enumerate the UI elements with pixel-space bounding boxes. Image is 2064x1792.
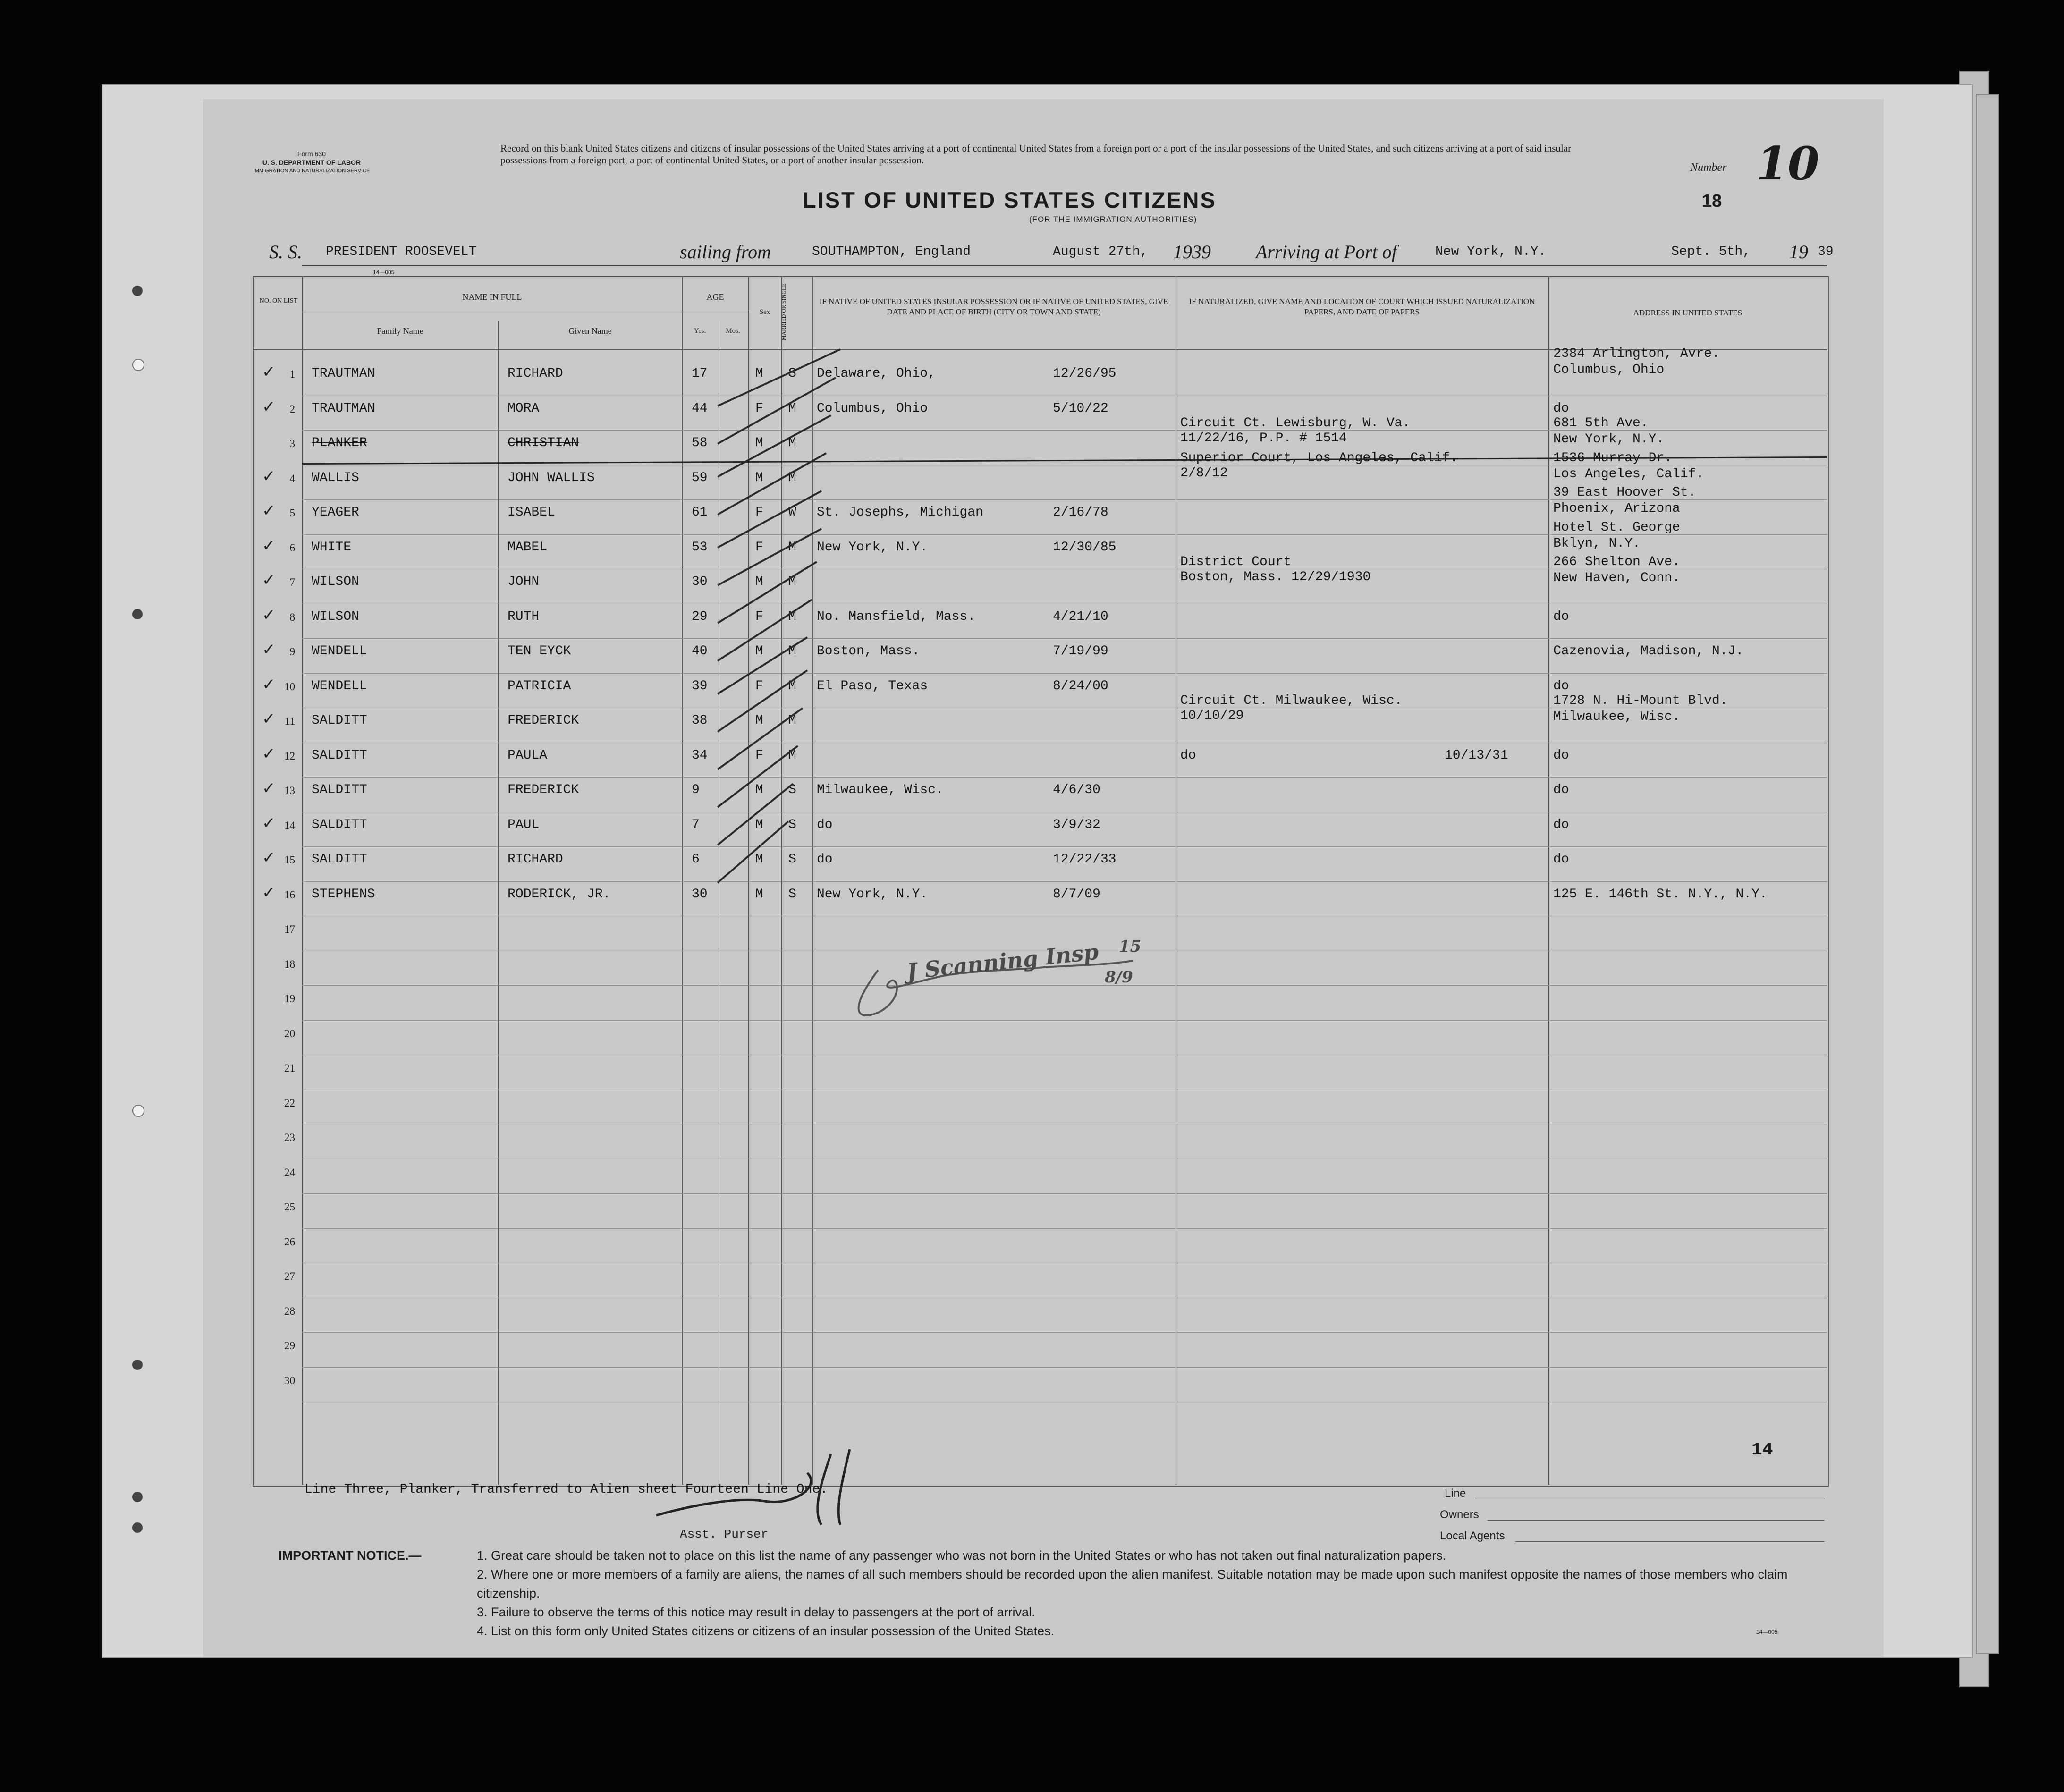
sex-cell: F	[755, 505, 763, 520]
arrival-year-prefix: 19	[1789, 241, 1808, 262]
given-name-cell: RICHARD	[508, 852, 563, 867]
age-cell: 34	[692, 748, 708, 763]
col-given-name: Given Name	[568, 326, 612, 336]
given-name-cell: RODERICK, JR.	[508, 887, 611, 902]
row-rule	[302, 1332, 1827, 1333]
binder-hole	[132, 1522, 143, 1533]
col-naturalized: IF NATURALIZED, GIVE NAME AND LOCATION OF COURT WHICH ISSUED NATURALIZATION PAPERS, AND DATE OF PAPERS	[1189, 297, 1535, 316]
sex-cell: M	[755, 783, 763, 797]
check-mark-icon: ✓	[262, 363, 276, 381]
address-line1-cell: 1536 Murray Dr.	[1553, 450, 1673, 465]
address-line2-cell: New Haven, Conn.	[1553, 571, 1680, 585]
row-rule	[302, 1367, 1827, 1368]
col-sex: Sex	[759, 308, 770, 316]
address-line1-cell: 125 E. 146th St. N.Y., N.Y.	[1553, 887, 1768, 902]
given-name-cell: FREDERICK	[508, 713, 579, 728]
given-name-cell: RICHARD	[508, 366, 563, 381]
row-number: 10	[284, 680, 295, 693]
owners-label: Owners	[1440, 1508, 1479, 1521]
age-cell: 44	[692, 401, 708, 416]
birth-place-cell: Delaware, Ohio,	[817, 366, 936, 381]
corner-sheet-number: 14	[1751, 1440, 1773, 1460]
list-number: 10	[1756, 137, 1819, 190]
birth-date-cell: 12/26/95	[1053, 366, 1117, 381]
departure-port: SOUTHAMPTON, England	[812, 245, 971, 259]
form-number: Form 630	[297, 150, 326, 158]
birth-date-cell: 2/16/78	[1053, 505, 1108, 520]
check-mark-icon: ✓	[262, 571, 276, 590]
checkoff-strokes	[699, 340, 850, 930]
check-mark-icon: ✓	[262, 605, 276, 625]
check-mark-icon: ✓	[262, 710, 276, 728]
sex-cell: F	[755, 401, 763, 416]
row-number: 16	[284, 888, 295, 901]
marital-status-cell: M	[788, 540, 796, 555]
row-number: 7	[289, 576, 295, 588]
sex-cell: M	[755, 817, 763, 832]
notice-2: 2. Where one or more members of a family are aliens, the names of all such members should be recorded upon the alien manifest. Suitable notation may be made upon such manifest opposite the names of those members who claim citizenship.	[477, 1567, 1788, 1600]
check-mark-icon: ✓	[262, 883, 276, 902]
address-line1-cell: 681 5th Ave.	[1553, 416, 1649, 431]
family-name-cell: PLANKER	[312, 436, 367, 450]
family-name-cell: SALDITT	[312, 852, 367, 867]
row-number: 13	[284, 785, 295, 796]
col-divider	[302, 276, 303, 1485]
inspector-date: 8/9	[1105, 968, 1133, 987]
marital-status-cell: S	[788, 817, 796, 832]
address-line2-cell: Bklyn, N.Y.	[1553, 536, 1641, 551]
birth-date-cell: 12/30/85	[1053, 540, 1117, 555]
naturalization-court-cell: do	[1180, 748, 1196, 763]
address-line2-cell: Milwaukee, Wisc.	[1553, 710, 1680, 724]
family-name-cell: WENDELL	[312, 644, 367, 659]
page-title: LIST OF UNITED STATES CITIZENS	[803, 187, 1217, 212]
family-name-cell: WILSON	[312, 575, 359, 589]
birth-place-cell: do	[817, 852, 833, 867]
print-code: 14—005	[373, 269, 395, 276]
age-cell: 30	[692, 575, 708, 589]
age-cell: 9	[692, 783, 700, 797]
binder-hole	[132, 1360, 143, 1370]
address-line1-cell: do	[1553, 783, 1569, 797]
row-number: 11	[284, 715, 295, 727]
given-name-cell: JOHN WALLIS	[508, 470, 595, 485]
sex-cell: M	[755, 644, 763, 659]
col-divider	[682, 276, 683, 1485]
family-name-cell: TRAUTMAN	[312, 366, 375, 381]
binder-hole	[132, 1492, 143, 1502]
marital-status-cell: M	[788, 470, 796, 485]
row-rule	[302, 1193, 1827, 1194]
check-mark-icon: ✓	[262, 501, 276, 520]
empty-row-number: 18	[284, 958, 295, 970]
empty-row-number: 24	[284, 1166, 295, 1178]
col-birth: IF NATIVE OF UNITED STATES INSULAR POSSESSION OR IF NATIVE OF UNITED STATES, GIVE DATE AND PLACE OF BIRTH (CITY OR TOWN AND STATE)	[819, 297, 1168, 316]
row-number: 6	[289, 541, 295, 554]
naturalization-date-cell: 10/13/31	[1445, 748, 1508, 763]
row-number: 4	[289, 472, 295, 484]
footer-print-code: 14—005	[1756, 1629, 1778, 1635]
binder-hole	[132, 609, 143, 619]
empty-row-number: 19	[284, 993, 295, 1005]
col-age: AGE	[706, 292, 724, 302]
marital-status-cell: S	[788, 366, 796, 381]
purser-signature	[651, 1445, 897, 1530]
col-mos: Mos.	[726, 327, 740, 335]
birth-date-cell: 8/7/09	[1053, 887, 1100, 902]
department-label: U. S. DEPARTMENT OF LABOR	[262, 159, 361, 166]
birth-date-cell: 7/19/99	[1053, 644, 1108, 659]
row-rule	[302, 673, 1827, 674]
service-label: IMMIGRATION AND NATURALIZATION SERVICE	[253, 168, 370, 174]
address-line1-cell: Cazenovia, Madison, N.J.	[1553, 644, 1744, 659]
inspector-note: J Scanning Insp	[905, 938, 1100, 985]
sex-cell: M	[755, 852, 763, 867]
sex-cell: M	[755, 366, 763, 381]
naturalization-date-cell: 2/8/12	[1180, 465, 1228, 481]
arrival-date: Sept. 5th,	[1671, 245, 1751, 259]
empty-row-number: 20	[284, 1027, 295, 1040]
marital-status-cell: M	[788, 609, 796, 624]
address-line2-cell: Phoenix, Arizona	[1553, 501, 1680, 516]
agents-field	[1515, 1541, 1825, 1542]
sex-cell: M	[755, 575, 763, 589]
birth-date-cell: 5/10/22	[1053, 401, 1108, 416]
naturalization-court-cell: Circuit Ct. Milwaukee, Wisc.	[1180, 693, 1403, 708]
marital-status-cell: W	[788, 505, 796, 520]
age-cell: 58	[692, 436, 708, 450]
sex-cell: M	[755, 713, 763, 728]
row-rule	[302, 638, 1827, 639]
naturalization-court-cell: Superior Court, Los Angeles, Calif.	[1180, 450, 1458, 465]
age-cell: 39	[692, 678, 708, 693]
marital-status-cell: M	[788, 436, 796, 450]
col-no-on-list: NO. ON LIST	[259, 297, 298, 304]
notice-title: IMPORTANT NOTICE.—	[279, 1548, 422, 1563]
sex-cell: F	[755, 678, 763, 693]
address-line2-cell: New York, N.Y.	[1553, 432, 1665, 447]
given-name-cell: ISABEL	[508, 505, 555, 520]
row-number: 3	[289, 438, 295, 449]
row-number: 2	[289, 403, 295, 415]
empty-row-number: 17	[284, 923, 295, 935]
departure-year: 1939	[1173, 241, 1211, 262]
row-number: 15	[284, 854, 295, 866]
naturalization-court-cell: District Court	[1180, 555, 1292, 569]
family-name-cell: SALDITT	[312, 713, 367, 728]
row-number: 14	[284, 819, 295, 831]
col-name-in-full: NAME IN FULL	[462, 292, 522, 302]
marital-status-cell: M	[788, 401, 796, 416]
check-mark-icon: ✓	[262, 640, 276, 659]
naturalization-court-cell: Circuit Ct. Lewisburg, W. Va.	[1180, 416, 1411, 431]
binder-hole	[132, 359, 144, 371]
transfer-note: Line Three, Planker, Transferred to Alien sheet Fourteen Line One.	[305, 1482, 828, 1497]
marital-status-cell: S	[788, 852, 796, 867]
given-name-cell: CHRISTIAN	[508, 436, 579, 450]
sheet-number: 18	[1702, 191, 1722, 211]
address-line1-cell: 39 East Hoover St.	[1553, 485, 1696, 500]
family-name-cell: SALDITT	[312, 748, 367, 763]
line-label: Line	[1445, 1487, 1466, 1500]
notice-4: 4. List on this form only United States citizens or citizens of an insular possession of the United States.	[477, 1624, 1055, 1638]
empty-row-number: 23	[284, 1132, 295, 1143]
address-line1-cell: do	[1553, 852, 1569, 867]
birth-place-cell: El Paso, Texas	[817, 678, 928, 693]
address-line1-cell: Hotel St. George	[1553, 520, 1680, 535]
empty-row-number: 25	[284, 1201, 295, 1213]
address-line2-cell: Los Angeles, Calif.	[1553, 466, 1704, 482]
given-name-cell: TEN EYCK	[508, 644, 571, 659]
ship-name: PRESIDENT ROOSEVELT	[326, 245, 477, 259]
sex-cell: F	[755, 748, 763, 763]
birth-place-cell: St. Josephs, Michigan	[817, 505, 983, 520]
naturalization-date-cell: 10/10/29	[1180, 709, 1244, 723]
row-number: 9	[289, 646, 295, 658]
family-name-cell: SALDITT	[312, 817, 367, 832]
given-name-cell: FREDERICK	[508, 783, 579, 797]
family-name-cell: SALDITT	[312, 783, 367, 797]
check-mark-icon: ✓	[262, 744, 276, 763]
agents-label: Local Agents	[1440, 1530, 1505, 1542]
birth-date-cell: 3/9/32	[1053, 817, 1100, 832]
check-mark-icon: ✓	[262, 779, 276, 798]
address-line1-cell: 1728 N. Hi-Mount Blvd.	[1553, 693, 1728, 708]
given-name-cell: MABEL	[508, 540, 548, 555]
age-cell: 53	[692, 540, 708, 555]
birth-date-cell: 4/6/30	[1053, 783, 1100, 797]
row-rule	[302, 846, 1827, 847]
col-yrs: Yrs.	[694, 327, 706, 335]
check-mark-icon: ✓	[262, 397, 276, 416]
sex-cell: M	[755, 887, 763, 902]
given-name-cell: JOHN	[508, 575, 540, 589]
row-number: 1	[289, 368, 295, 380]
age-cell: 61	[692, 505, 708, 520]
address-line1-cell: do	[1553, 678, 1569, 693]
age-cell: 7	[692, 817, 700, 832]
family-name-cell: STEPHENS	[312, 887, 375, 902]
empty-row-number: 22	[284, 1097, 295, 1109]
birth-date-cell: 12/22/33	[1053, 852, 1117, 867]
marital-status-cell: S	[788, 783, 796, 797]
birth-place-cell: New York, N.Y.	[817, 887, 928, 902]
address-line1-cell: do	[1553, 609, 1569, 624]
row-number: 8	[289, 611, 295, 623]
family-name-cell: TRAUTMAN	[312, 401, 375, 416]
empty-row-number: 21	[284, 1062, 295, 1074]
notice-3: 3. Failure to observe the terms of this notice may result in delay to passengers at the port of arrival.	[477, 1605, 1035, 1619]
binder-hole	[132, 1105, 144, 1117]
departure-date: August 27th,	[1053, 245, 1148, 259]
age-cell: 38	[692, 713, 708, 728]
purser-title: Asst. Purser	[680, 1527, 769, 1541]
page-subtitle: (FOR THE IMMIGRATION AUTHORITIES)	[1029, 215, 1197, 224]
row-number: 5	[289, 507, 295, 519]
address-line1-cell: 2384 Arlington, Avre.	[1553, 347, 1720, 361]
marital-status-cell: M	[788, 575, 796, 589]
row-rule	[302, 777, 1827, 778]
birth-place-cell: Milwaukee, Wisc.	[817, 783, 944, 797]
age-cell: 29	[692, 609, 708, 624]
given-name-cell: PAUL	[508, 817, 540, 832]
col-divider	[498, 321, 499, 1485]
given-name-cell: PATRICIA	[508, 678, 571, 693]
birth-place-cell: New York, N.Y.	[817, 540, 928, 555]
marital-status-cell: M	[788, 678, 796, 693]
empty-row-number: 29	[284, 1340, 295, 1352]
given-name-cell: PAULA	[508, 748, 548, 763]
birth-date-cell: 8/24/00	[1053, 678, 1108, 693]
address-line1-cell: 266 Shelton Ave.	[1553, 555, 1680, 569]
birth-place-cell: Columbus, Ohio	[817, 401, 928, 416]
arrival-year: 39	[1818, 245, 1834, 259]
birth-place-cell: No. Mansfield, Mass.	[817, 609, 976, 624]
marital-status-cell: M	[788, 644, 796, 659]
col-married-single: MARRIED OR SINGLE	[780, 283, 787, 340]
arrival-port: New York, N.Y.	[1435, 245, 1547, 259]
marital-status-cell: M	[788, 713, 796, 728]
col-address: ADDRESS IN UNITED STATES	[1633, 308, 1743, 317]
check-mark-icon: ✓	[262, 536, 276, 555]
family-name-cell: YEAGER	[312, 505, 359, 520]
record-notice: Record on this blank United States citizens and citizens of insular possessions of the United States arriving at a port of continental United States from a foreign port or a port of the insular possessions of the United States, and such citizens arriving at a port of said insular possessions from a foreign port, a port of continental United States, or a port of another insular possession.	[500, 143, 1572, 166]
notice-1: 1. Great care should be taken not to place on this list the name of any passenger who was not born in the United States or who has not taken out final naturalization papers.	[477, 1548, 1446, 1563]
empty-row-number: 30	[284, 1374, 295, 1386]
check-mark-icon: ✓	[262, 466, 276, 486]
family-name-cell: WENDELL	[312, 678, 367, 693]
owners-field	[1487, 1520, 1825, 1521]
address-line1-cell: do	[1553, 817, 1569, 832]
naturalization-date-cell: Boston, Mass. 12/29/1930	[1180, 570, 1371, 584]
check-mark-icon: ✓	[262, 848, 276, 867]
birth-place-cell: Boston, Mass.	[817, 644, 920, 659]
given-name-cell: MORA	[508, 401, 540, 416]
age-cell: 17	[692, 366, 708, 381]
birth-date-cell: 4/21/10	[1053, 609, 1108, 624]
sailing-label: sailing from	[680, 241, 771, 262]
row-rule	[302, 881, 1827, 882]
marital-status-cell: S	[788, 887, 796, 902]
check-mark-icon: ✓	[262, 675, 276, 694]
address-line2-cell: Columbus, Ohio	[1553, 363, 1665, 377]
row-number: 12	[284, 750, 295, 762]
check-mark-icon: ✓	[262, 813, 276, 833]
ss-label: S. S.	[269, 241, 302, 262]
sex-cell: M	[755, 470, 763, 485]
age-cell: 40	[692, 644, 708, 659]
empty-row-number: 27	[284, 1270, 295, 1282]
naturalization-date-cell: 11/22/16, P.P. # 1514	[1180, 431, 1347, 446]
birth-place-cell: do	[817, 817, 833, 832]
age-cell: 6	[692, 852, 700, 867]
row-rule	[302, 1228, 1827, 1229]
family-name-cell: WALLIS	[312, 470, 359, 485]
sex-cell: M	[755, 436, 763, 450]
address-line1-cell: do	[1553, 401, 1569, 416]
sex-cell: F	[755, 540, 763, 555]
family-name-cell: WILSON	[312, 609, 359, 624]
empty-row-number: 26	[284, 1235, 295, 1248]
col-family-name: Family Name	[377, 326, 423, 336]
arriving-label: Arriving at Port of	[1256, 241, 1397, 262]
given-name-cell: RUTH	[508, 609, 540, 624]
sex-cell: F	[755, 609, 763, 624]
binder-hole	[132, 286, 143, 296]
number-label: Number	[1690, 161, 1727, 174]
age-cell: 30	[692, 887, 708, 902]
address-line1-cell: do	[1553, 748, 1569, 763]
voyage-underline	[302, 265, 1827, 266]
back-sheet-edge-2	[1976, 94, 1999, 1654]
inspector-number: 15	[1119, 937, 1142, 956]
age-cell: 59	[692, 470, 708, 485]
family-name-cell: WHITE	[312, 540, 352, 555]
marital-status-cell: M	[788, 748, 796, 763]
empty-row-number: 28	[284, 1305, 295, 1317]
